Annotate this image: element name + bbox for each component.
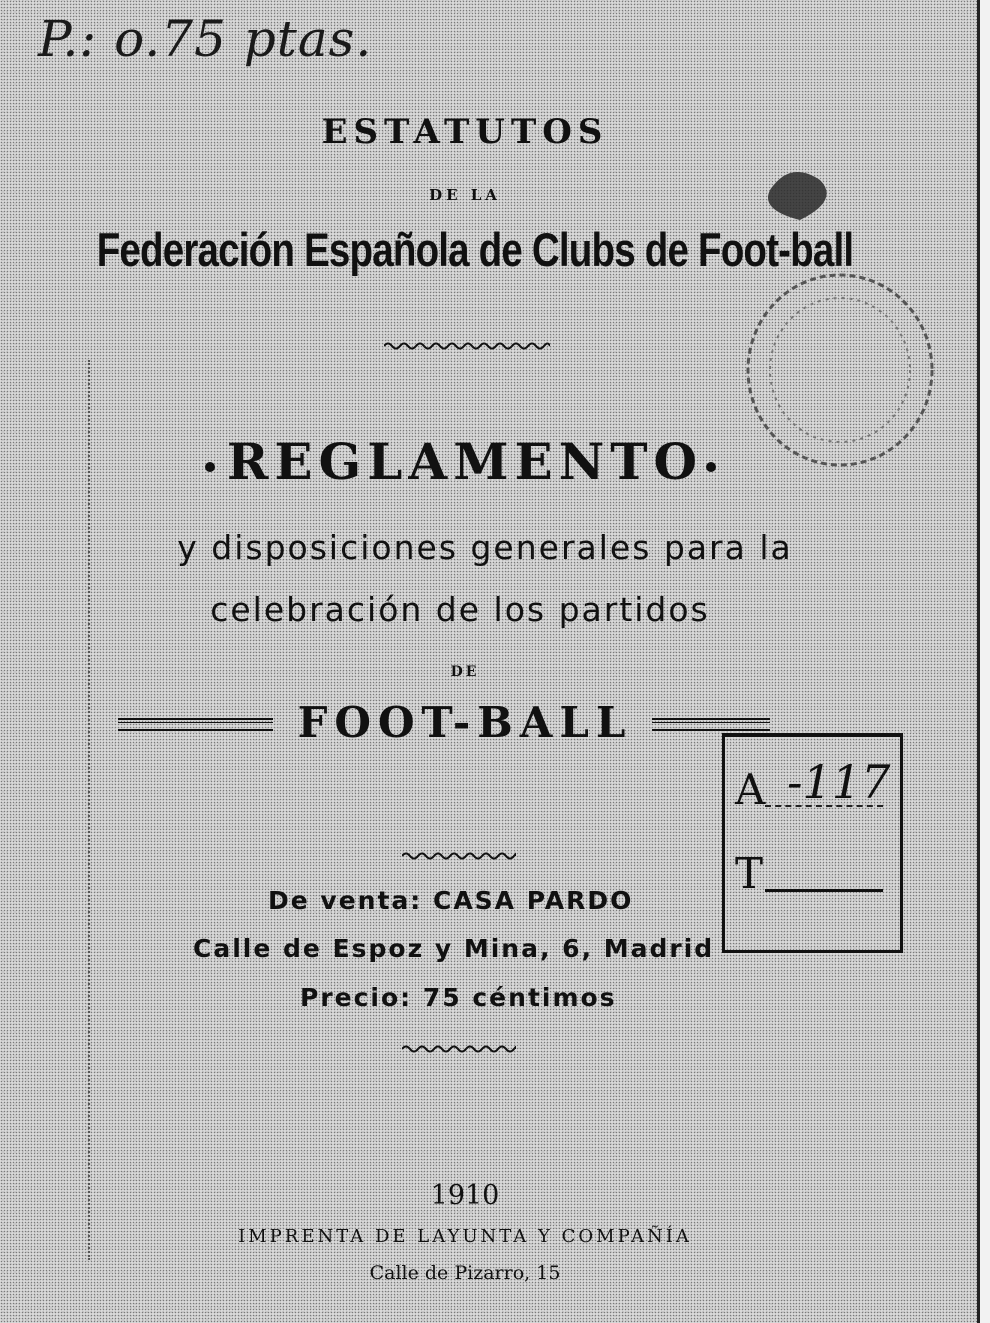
title-de-la: DE LA (429, 186, 501, 204)
price-line: Precio: 75 céntimos (300, 983, 617, 1012)
page-edge (980, 0, 990, 1323)
wavy-divider (384, 340, 550, 352)
subtitle-line-2: celebración de los partidos (210, 590, 710, 629)
sale-line: De venta: CASA PARDO (268, 886, 634, 915)
subtitle-de: DE (450, 664, 480, 680)
subtitle-line-1: y disposiciones generales para la (177, 528, 793, 567)
library-stamp (740, 150, 940, 470)
heading-reglamento: REGLAMENTO (226, 432, 704, 491)
wavy-divider (402, 1043, 516, 1055)
border-frame (88, 360, 91, 1260)
title-federacion: Federación Española de Clubs de Foot-ball (96, 223, 854, 276)
catalog-line (765, 889, 883, 892)
catalog-handwritten-number: -117 (787, 755, 891, 809)
catalog-label-t: T (735, 849, 764, 898)
double-rule-right (652, 718, 770, 731)
catalog-line (765, 805, 883, 807)
catalog-label-a: A (735, 765, 766, 814)
title-estatutos: ESTATUTOS (321, 112, 609, 152)
publication-year: 1910 (430, 1180, 500, 1211)
printer-name: IMPRENTA DE LAYUNTA Y COMPAÑÍA (238, 1226, 692, 1247)
printer-address: Calle de Pizarro, 15 (369, 1262, 561, 1284)
page-edge-shadow (977, 0, 980, 1323)
bullet-right (706, 462, 716, 472)
heading-football: FOOT-BALL (297, 698, 633, 747)
address-line: Calle de Espoz y Mina, 6, Madrid (193, 934, 715, 963)
handwritten-price-note: P.: o.75 ptas. (38, 10, 373, 68)
catalog-label-box (722, 733, 903, 953)
wavy-divider (402, 850, 516, 862)
